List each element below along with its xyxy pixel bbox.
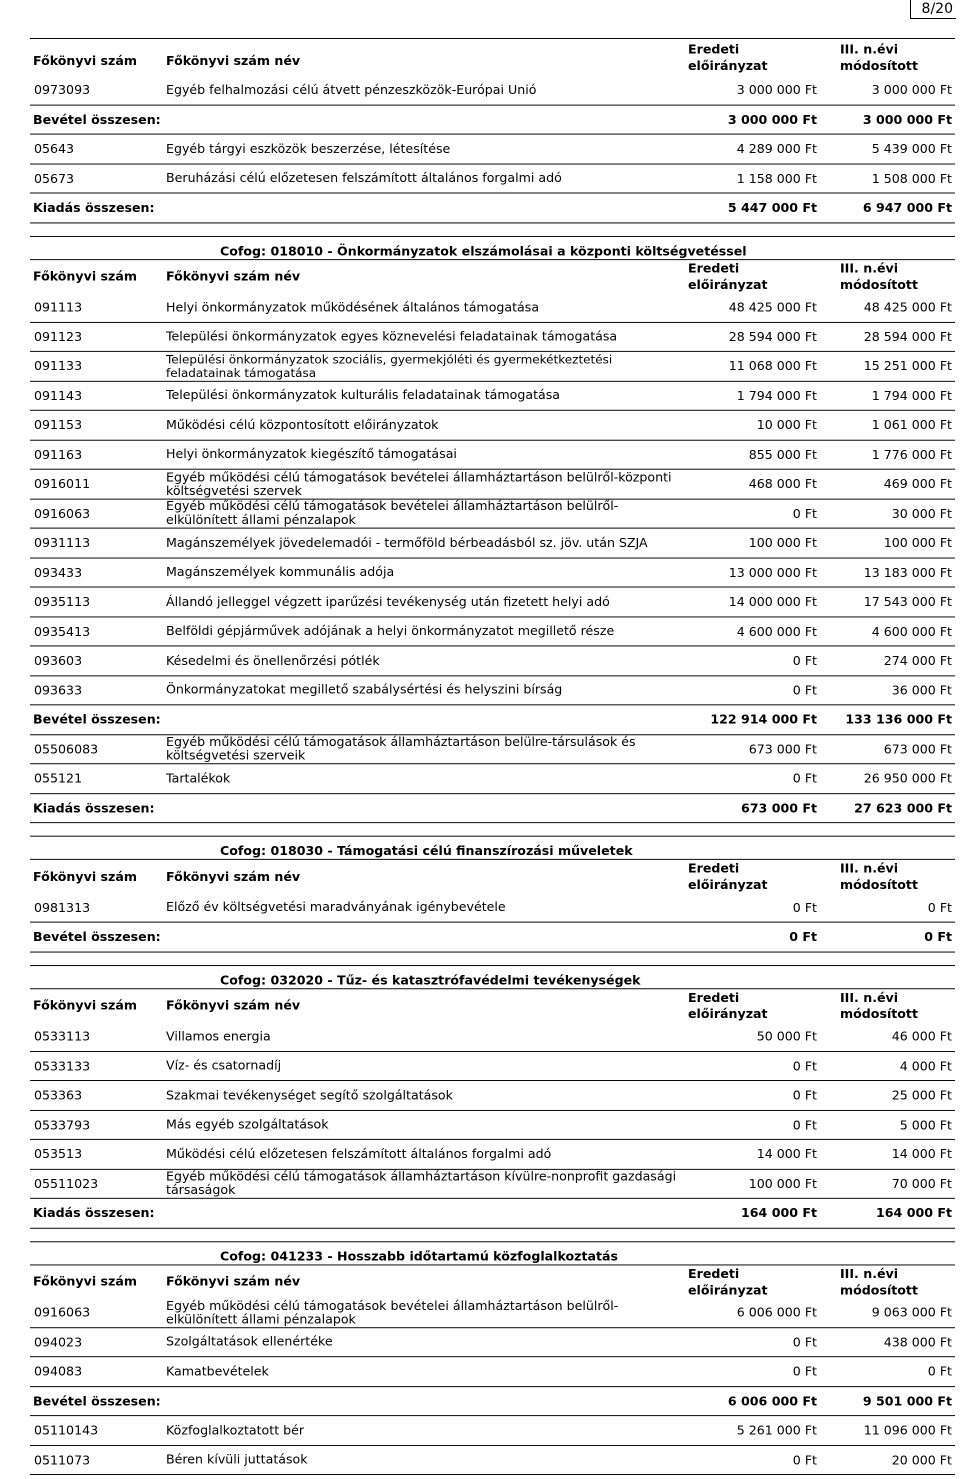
modified-amount: 1 061 000 Ft [820, 410, 955, 439]
account-name: Béren kívüli juttatások [163, 1445, 685, 1474]
account-code: 0533113 [30, 1022, 163, 1051]
table-row [30, 1081, 955, 1110]
header-code: Főkönyvi szám [30, 988, 163, 1021]
table-row [30, 440, 955, 469]
original-amount: 1 794 000 Ft [685, 381, 820, 410]
account-name: Közfoglalkoztatott bér [163, 1416, 685, 1445]
section-title: Cofog: 041233 - Hosszabb időtartamú közfoglalkoztatás [30, 1241, 955, 1264]
header-code: Főkönyvi szám [30, 859, 163, 892]
account-code: 091143 [30, 381, 163, 410]
original-amount: 50 000 Ft [685, 1022, 820, 1051]
total-label: Bevétel összesen: [30, 705, 163, 734]
total-original: 5 447 000 Ft [685, 193, 820, 222]
table-row [30, 381, 955, 410]
account-code: 091133 [30, 351, 163, 380]
section-title-row [30, 1241, 955, 1264]
account-name: Más egyéb szolgáltatások [163, 1110, 685, 1139]
section-title: Cofog: 018030 - Támogatási célú finanszírozási műveletek [30, 836, 955, 859]
original-amount: 28 594 000 Ft [685, 322, 820, 351]
header-name: Főkönyvi szám név [163, 38, 685, 75]
modified-amount: 5 000 Ft [820, 1110, 955, 1139]
original-amount: 673 000 Ft [685, 734, 820, 763]
account-name: Állandó jelleggel végzett iparűzési tevékenység után fizetett helyi adó [163, 587, 685, 616]
original-amount: 855 000 Ft [685, 440, 820, 469]
table-row [30, 1298, 955, 1327]
account-code: 05643 [30, 134, 163, 163]
total-row [30, 1386, 955, 1415]
header-original: Eredeti előirányzat [685, 1264, 820, 1297]
table-row [30, 322, 955, 351]
total-spacer [163, 1386, 685, 1415]
modified-amount: 4 000 Ft [820, 1051, 955, 1080]
account-code: 055121 [30, 764, 163, 793]
account-name: Beruházási célú előzetesen felszámított általános forgalmi adó [163, 164, 685, 193]
modified-amount: 0 Ft [820, 893, 955, 922]
account-name: Helyi önkormányzatok működésének általános támogatása [163, 292, 685, 321]
modified-amount: 673 000 Ft [820, 734, 955, 763]
modified-amount: 48 425 000 Ft [820, 292, 955, 321]
account-code: 0935113 [30, 587, 163, 616]
modified-amount: 274 000 Ft [820, 646, 955, 675]
section-gap [30, 823, 955, 837]
account-name: Villamos energia [163, 1022, 685, 1051]
table-row [30, 893, 955, 922]
column-header-row [30, 259, 955, 292]
gap-cell [30, 952, 955, 966]
table-row [30, 410, 955, 439]
original-amount: 0 Ft [685, 646, 820, 675]
header-name: Főkönyvi szám név [163, 988, 685, 1021]
account-name: Egyéb működési célú támogatások bevételei államháztartáson belülről-elkülönített állami pénzalapok [163, 1298, 685, 1327]
total-modified: 6 947 000 Ft [820, 193, 955, 222]
original-amount: 48 425 000 Ft [685, 292, 820, 321]
original-amount: 0 Ft [685, 764, 820, 793]
original-amount: 0 Ft [685, 499, 820, 528]
account-code: 0511073 [30, 1445, 163, 1474]
account-code: 094083 [30, 1357, 163, 1386]
account-code: 0533793 [30, 1110, 163, 1139]
gap-cell [30, 1228, 955, 1242]
account-code: 091153 [30, 410, 163, 439]
total-row [30, 1198, 955, 1227]
table-row [30, 558, 955, 587]
ledger-table [30, 38, 955, 1475]
account-name: Önkormányzatokat megillető szabálysértési és helyszini bírság [163, 675, 685, 704]
original-amount: 3 000 000 Ft [685, 75, 820, 104]
header-modified: III. n.évi módosított [820, 1264, 955, 1297]
table-row [30, 1169, 955, 1198]
account-name: Egyéb működési célú támogatások államháztartáson belülre-társulások és költségvetési szerveik [163, 734, 685, 763]
total-original: 164 000 Ft [685, 1198, 820, 1227]
account-name: Szolgáltatások ellenértéke [163, 1327, 685, 1356]
modified-amount: 3 000 000 Ft [820, 75, 955, 104]
modified-amount: 0 Ft [820, 1357, 955, 1386]
original-amount: 0 Ft [685, 893, 820, 922]
account-name: Működési célú előzetesen felszámított általános forgalmi adó [163, 1139, 685, 1168]
account-code: 0916063 [30, 1298, 163, 1327]
table-row [30, 1327, 955, 1356]
modified-amount: 1 794 000 Ft [820, 381, 955, 410]
account-code: 091123 [30, 322, 163, 351]
total-label: Kiadás összesen: [30, 193, 163, 222]
total-spacer [163, 105, 685, 134]
account-name: Települési önkormányzatok szociális, gyermekjóléti és gyermekétkeztetési feladatainak támogatása [163, 351, 685, 380]
gap-cell [30, 823, 955, 837]
table-row [30, 528, 955, 557]
modified-amount: 1 508 000 Ft [820, 164, 955, 193]
account-code: 0935413 [30, 616, 163, 645]
header-name: Főkönyvi szám név [163, 1264, 685, 1297]
account-code: 093633 [30, 675, 163, 704]
account-name: Késedelmi és önellenőrzési pótlék [163, 646, 685, 675]
header-modified: III. n.évi módosított [820, 988, 955, 1021]
modified-amount: 469 000 Ft [820, 469, 955, 498]
original-amount: 4 600 000 Ft [685, 616, 820, 645]
header-original: Eredeti előirányzat [685, 859, 820, 892]
account-name: Helyi önkormányzatok kiegészítő támogatásai [163, 440, 685, 469]
modified-amount: 14 000 Ft [820, 1139, 955, 1168]
account-name: Belföldi gépjárművek adójának a helyi önkormányzatot megillető része [163, 616, 685, 645]
account-name: Víz- és csatornadíj [163, 1051, 685, 1080]
total-spacer [163, 793, 685, 822]
total-original: 6 006 000 Ft [685, 1386, 820, 1415]
header-modified: III. n.évi módosított [820, 38, 955, 75]
modified-amount: 70 000 Ft [820, 1169, 955, 1198]
table-row [30, 351, 955, 380]
account-name: Szakmai tevékenységet segítő szolgáltatások [163, 1081, 685, 1110]
modified-amount: 11 096 000 Ft [820, 1416, 955, 1445]
original-amount: 100 000 Ft [685, 528, 820, 557]
modified-amount: 15 251 000 Ft [820, 351, 955, 380]
column-header-row [30, 859, 955, 892]
original-amount: 1 158 000 Ft [685, 164, 820, 193]
budget-table [30, 38, 955, 1475]
header-code: Főkönyvi szám [30, 1264, 163, 1297]
original-amount: 14 000 000 Ft [685, 587, 820, 616]
original-amount: 0 Ft [685, 1110, 820, 1139]
table-row [30, 75, 955, 104]
column-header-row [30, 1264, 955, 1297]
modified-amount: 36 000 Ft [820, 675, 955, 704]
table-row [30, 675, 955, 704]
table-row [30, 1445, 955, 1474]
table-row [30, 616, 955, 645]
account-name: Magánszemélyek kommunális adója [163, 558, 685, 587]
header-code: Főkönyvi szám [30, 38, 163, 75]
total-modified: 164 000 Ft [820, 1198, 955, 1227]
section-title: Cofog: 032020 - Tűz- és katasztrófavédelmi tevékenységek [30, 965, 955, 988]
account-code: 0916011 [30, 469, 163, 498]
section-title-row [30, 965, 955, 988]
table-row [30, 499, 955, 528]
modified-amount: 46 000 Ft [820, 1022, 955, 1051]
modified-amount: 5 439 000 Ft [820, 134, 955, 163]
modified-amount: 30 000 Ft [820, 499, 955, 528]
account-code: 053513 [30, 1139, 163, 1168]
total-spacer [163, 705, 685, 734]
modified-amount: 1 776 000 Ft [820, 440, 955, 469]
modified-amount: 438 000 Ft [820, 1327, 955, 1356]
original-amount: 5 261 000 Ft [685, 1416, 820, 1445]
original-amount: 13 000 000 Ft [685, 558, 820, 587]
modified-amount: 9 063 000 Ft [820, 1298, 955, 1327]
total-modified: 0 Ft [820, 922, 955, 951]
table-row [30, 469, 955, 498]
modified-amount: 4 600 000 Ft [820, 616, 955, 645]
total-original: 673 000 Ft [685, 793, 820, 822]
header-original: Eredeti előirányzat [685, 259, 820, 292]
modified-amount: 100 000 Ft [820, 528, 955, 557]
account-name: Egyéb működési célú támogatások államháztartáson kívülre-nonprofit gazdasági társaságok [163, 1169, 685, 1198]
original-amount: 0 Ft [685, 1327, 820, 1356]
original-amount: 0 Ft [685, 1445, 820, 1474]
account-code: 05511023 [30, 1169, 163, 1198]
account-name: Előző év költségvetési maradványának igénybevétele [163, 893, 685, 922]
original-amount: 468 000 Ft [685, 469, 820, 498]
table-row [30, 134, 955, 163]
total-modified: 9 501 000 Ft [820, 1386, 955, 1415]
header-original: Eredeti előirányzat [685, 38, 820, 75]
account-code: 05110143 [30, 1416, 163, 1445]
total-row [30, 922, 955, 951]
account-code: 05506083 [30, 734, 163, 763]
section-title: Cofog: 018010 - Önkormányzatok elszámolásai a központi költségvetéssel [30, 236, 955, 259]
header-name: Főkönyvi szám név [163, 859, 685, 892]
account-code: 094023 [30, 1327, 163, 1356]
account-name: Működési célú központosított előirányzatok [163, 410, 685, 439]
original-amount: 0 Ft [685, 1357, 820, 1386]
total-spacer [163, 922, 685, 951]
table-row [30, 292, 955, 321]
account-name: Magánszemélyek jövedelemadói - termőföld bérbeadásból sz. jöv. után SZJA [163, 528, 685, 557]
table-row [30, 1022, 955, 1051]
section-gap [30, 1228, 955, 1242]
total-modified: 3 000 000 Ft [820, 105, 955, 134]
total-label: Bevétel összesen: [30, 1386, 163, 1415]
total-row [30, 105, 955, 134]
section-title-row [30, 836, 955, 859]
account-name: Települési önkormányzatok kulturális feladatainak támogatása [163, 381, 685, 410]
total-row [30, 193, 955, 222]
account-code: 0973093 [30, 75, 163, 104]
account-code: 0931113 [30, 528, 163, 557]
column-header-row [30, 988, 955, 1021]
account-code: 0533133 [30, 1051, 163, 1080]
total-row [30, 793, 955, 822]
original-amount: 0 Ft [685, 1051, 820, 1080]
header-code: Főkönyvi szám [30, 259, 163, 292]
table-row [30, 164, 955, 193]
original-amount: 11 068 000 Ft [685, 351, 820, 380]
section-gap [30, 222, 955, 236]
section-title-row [30, 236, 955, 259]
original-amount: 10 000 Ft [685, 410, 820, 439]
total-spacer [163, 193, 685, 222]
account-code: 0981313 [30, 893, 163, 922]
column-header-row [30, 38, 955, 75]
account-name: Települési önkormányzatok egyes köznevelési feladatainak támogatása [163, 322, 685, 351]
account-name: Egyéb működési célú támogatások bevételei államháztartáson belülről-elkülönített állami pénzalapok [163, 499, 685, 528]
header-modified: III. n.évi módosított [820, 859, 955, 892]
total-modified: 133 136 000 Ft [820, 705, 955, 734]
page-number: 8/20 [910, 0, 956, 19]
account-name: Tartalékok [163, 764, 685, 793]
total-label: Bevétel összesen: [30, 922, 163, 951]
original-amount: 4 289 000 Ft [685, 134, 820, 163]
total-spacer [163, 1198, 685, 1227]
account-code: 093603 [30, 646, 163, 675]
table-row [30, 1110, 955, 1139]
account-code: 0916063 [30, 499, 163, 528]
header-original: Eredeti előirányzat [685, 988, 820, 1021]
table-row [30, 646, 955, 675]
modified-amount: 13 183 000 Ft [820, 558, 955, 587]
modified-amount: 20 000 Ft [820, 1445, 955, 1474]
table-row [30, 734, 955, 763]
total-original: 3 000 000 Ft [685, 105, 820, 134]
total-label: Kiadás összesen: [30, 793, 163, 822]
table-row [30, 1051, 955, 1080]
total-original: 0 Ft [685, 922, 820, 951]
account-name: Kamatbevételek [163, 1357, 685, 1386]
account-code: 053363 [30, 1081, 163, 1110]
account-code: 091113 [30, 292, 163, 321]
account-code: 091163 [30, 440, 163, 469]
account-name: Egyéb felhalmozási célú átvett pénzeszközök-Európai Unió [163, 75, 685, 104]
modified-amount: 17 543 000 Ft [820, 587, 955, 616]
table-row [30, 764, 955, 793]
modified-amount: 28 594 000 Ft [820, 322, 955, 351]
total-modified: 27 623 000 Ft [820, 793, 955, 822]
account-code: 05673 [30, 164, 163, 193]
header-name: Főkönyvi szám név [163, 259, 685, 292]
account-name: Egyéb működési célú támogatások bevételei államháztartáson belülről-központi költségvetési szervek [163, 469, 685, 498]
section-gap [30, 952, 955, 966]
table-row [30, 1139, 955, 1168]
gap-cell [30, 222, 955, 236]
original-amount: 14 000 Ft [685, 1139, 820, 1168]
header-modified: III. n.évi módosított [820, 259, 955, 292]
account-name: Egyéb tárgyi eszközök beszerzése, létesítése [163, 134, 685, 163]
modified-amount: 25 000 Ft [820, 1081, 955, 1110]
account-code: 093433 [30, 558, 163, 587]
table-row [30, 587, 955, 616]
table-row [30, 1357, 955, 1386]
modified-amount: 26 950 000 Ft [820, 764, 955, 793]
original-amount: 100 000 Ft [685, 1169, 820, 1198]
original-amount: 6 006 000 Ft [685, 1298, 820, 1327]
table-row [30, 1416, 955, 1445]
total-label: Bevétel összesen: [30, 105, 163, 134]
total-label: Kiadás összesen: [30, 1198, 163, 1227]
original-amount: 0 Ft [685, 1081, 820, 1110]
total-row [30, 705, 955, 734]
total-original: 122 914 000 Ft [685, 705, 820, 734]
original-amount: 0 Ft [685, 675, 820, 704]
